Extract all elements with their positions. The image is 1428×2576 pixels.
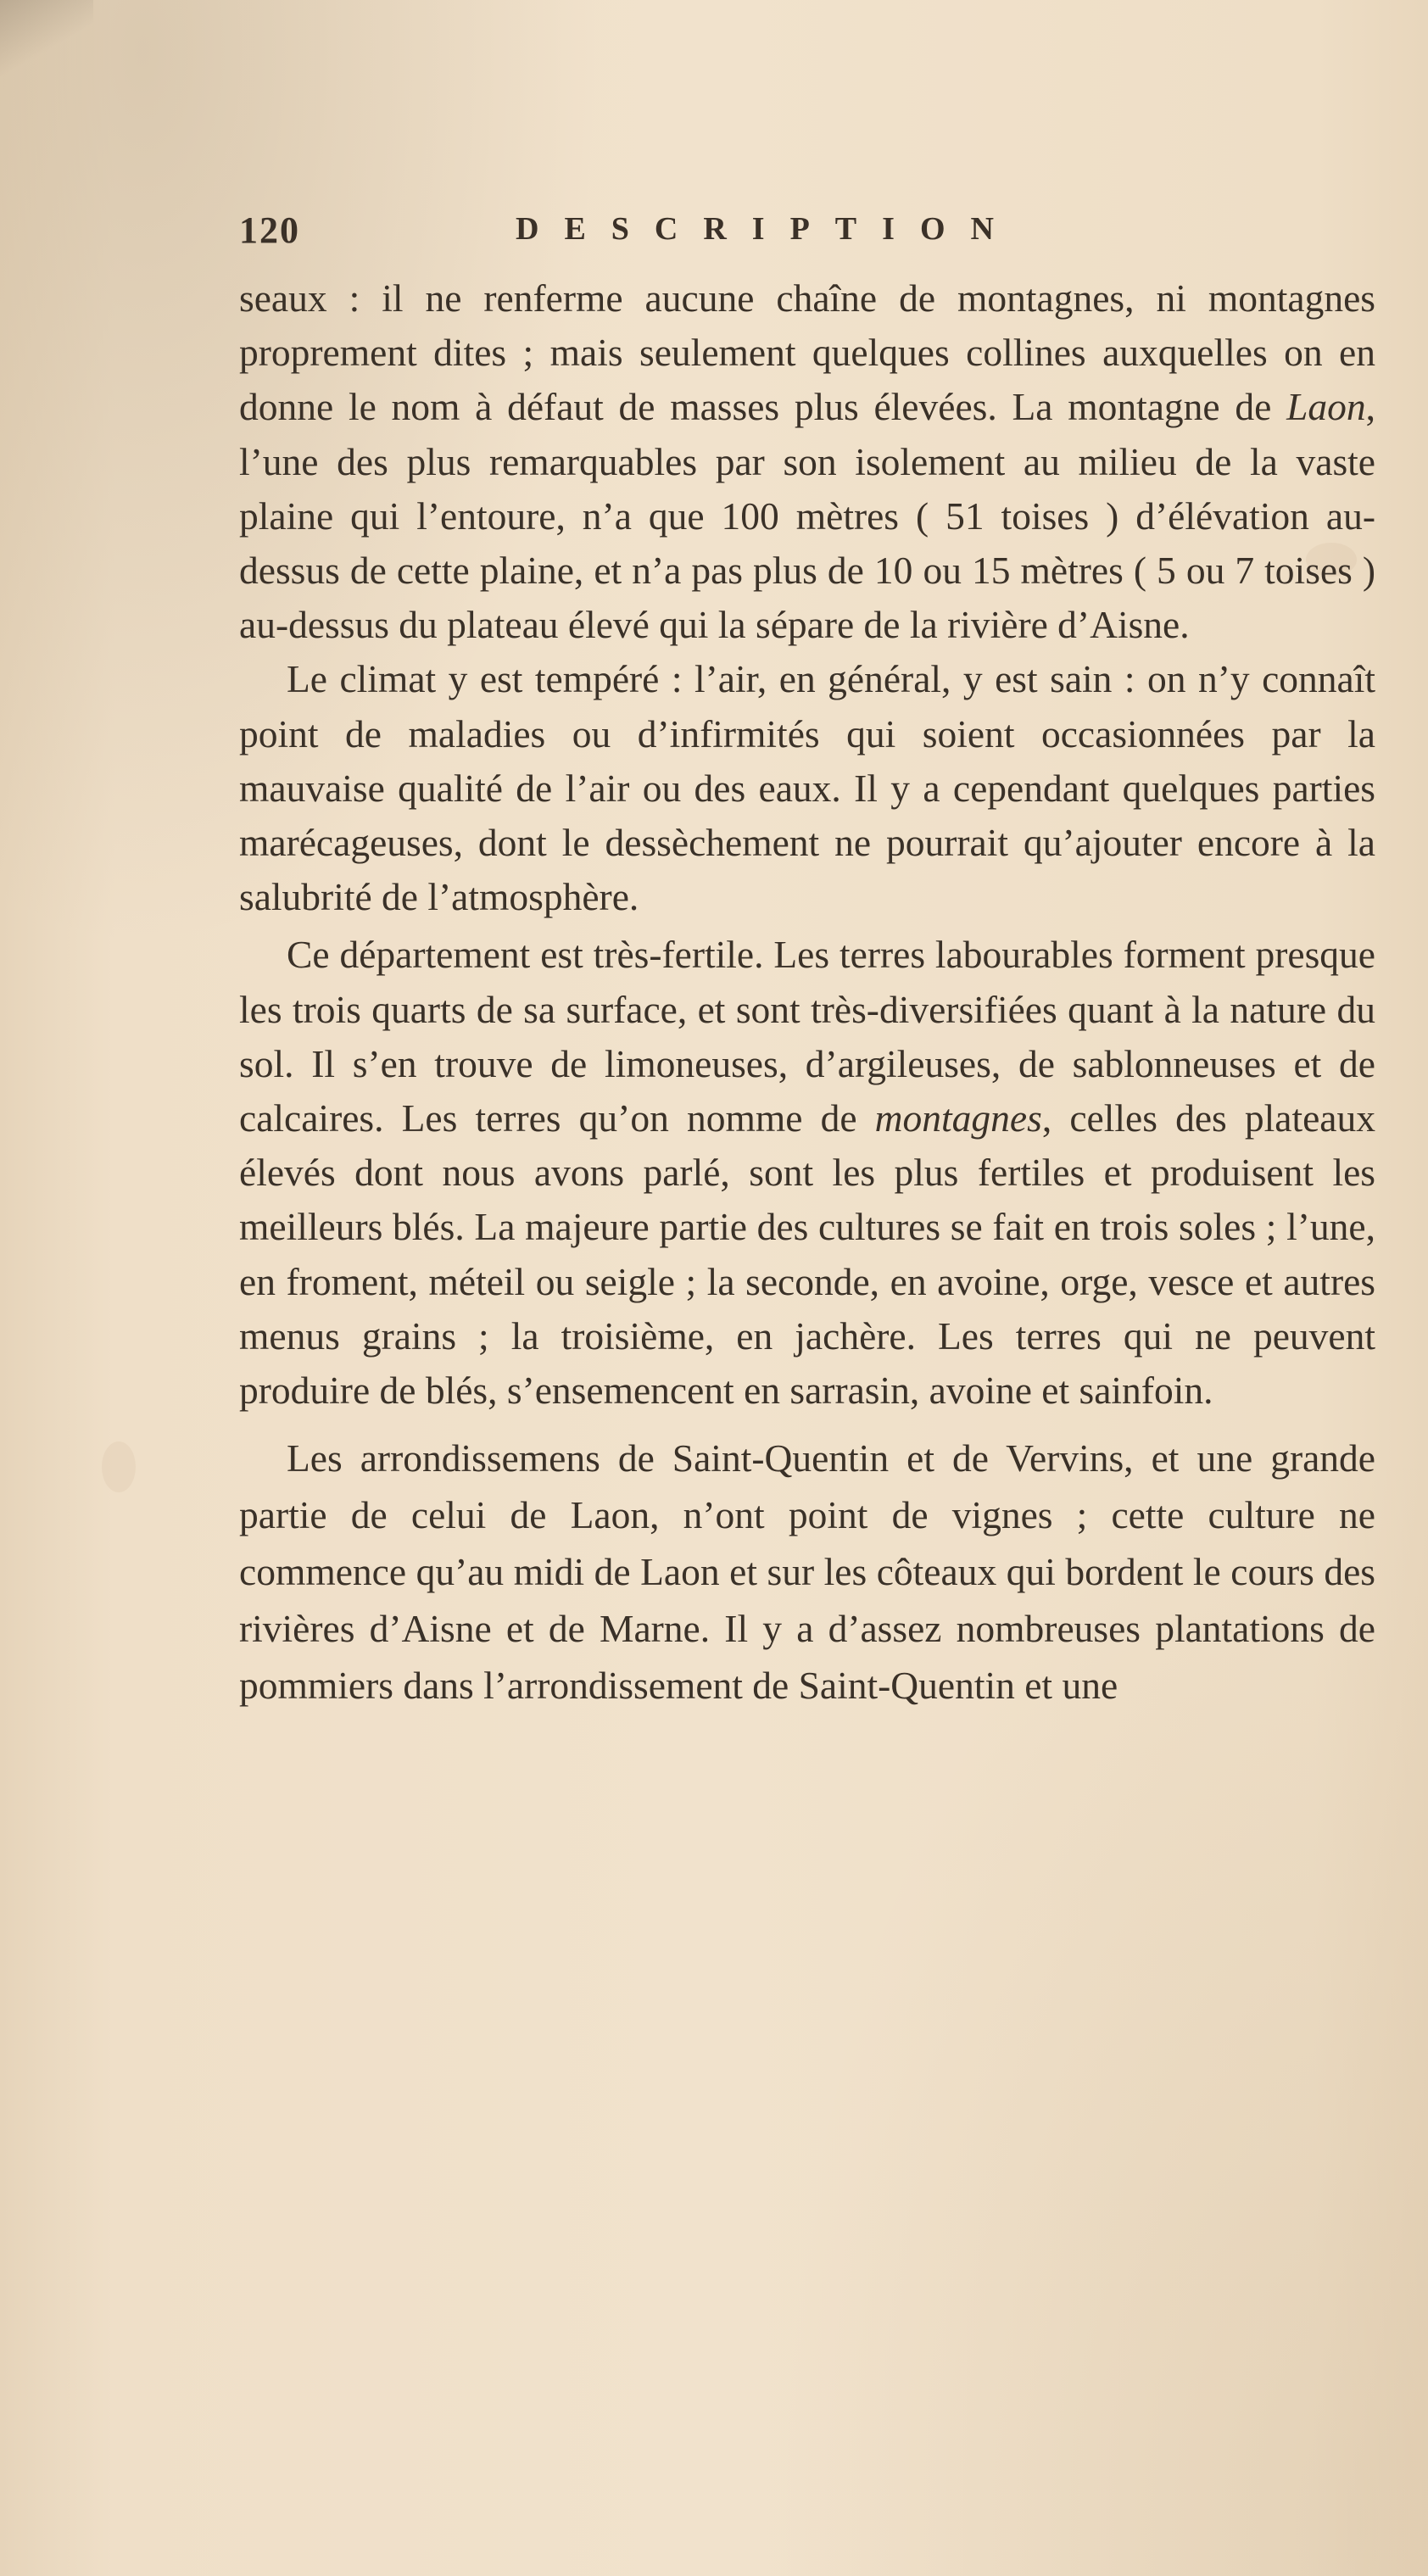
italic-term: Laon [1286,385,1366,429]
paragraph-text: Ce département est très-fertile. Les terres labourables forment presque les trois quarts de sa surface, et sont très-diversifiées quant à la nature du sol. Il s’en trouve de limoneuses, d’argileuses, de sablonneuses et de calcaires. Les terres qu’on nomme de [239,933,1375,1140]
paragraph [239,652,1375,924]
paragraph-text: , l’une des plus remarquables par son isolement au milieu de la vaste plaine qui l’entoure, n’a que 100 mètres ( 51 toises ) d’élévation au-dessus de cette plaine, et n’a pas plus de 10 ou 15 mètres ( 5 ou 7 toises ) au-dessus du plateau élevé qui la sépare de la rivière d’Aisne. [239,385,1375,647]
paragraph [239,928,1375,1418]
italic-term: montagnes [874,1096,1042,1140]
paragraph-text: seaux : il ne renferme aucune chaîne de montagnes, ni montagnes proprement dites ; mais seulement quelques collines auxquelles on en donne le nom à défaut de masses plus élevées. La montagne de [239,276,1375,429]
running-title: DESCRIPTION [516,211,1019,247]
paragraph-text: Le climat y est tempéré : l’air, en général, y est sain : on n’y connaît point de maladies ou d’infirmités qui soient occasionnées par la mauvaise qualité de l’air ou des eaux. Il y a cependant quelques parties marécageuses, dont le dessèchement ne pourrait qu’ajouter encore à la salubrité de l’atmosphère. [239,657,1375,919]
page-number: 120 [239,209,300,251]
paragraph-text: Les arrondissemens de Saint-Quentin et de Vervins, et une grande partie de celui de Laon, n’ont point de vignes ; cette culture ne commence qu’au midi de Laon et sur les côteaux qui bordent le cours des rivières d’Aisne et de Marne. Il y a d’assez nombreuses plantations de pommiers dans l’arrondissement de Saint-Quentin et une [239,1436,1375,1708]
paragraph [239,1430,1375,1714]
paragraph-text: , celles des plateaux élevés dont nous avons parlé, sont les plus fertiles et produisent les meilleurs blés. La majeure partie des cultures se fait en trois soles ; l’une, en froment, méteil ou seigle ; la seconde, en avoine, orge, vesce et autres menus grains ; la troisième, en jachère. Les terres qui ne peuvent produire de blés, s’ensemencent en sarrasin, avoine et sainfoin. [239,1096,1375,1413]
page-edge-shadow [0,0,93,76]
paper-stain [102,1441,136,1492]
body-text [239,271,1375,1714]
paragraph [239,271,1375,652]
running-header [239,209,1172,259]
